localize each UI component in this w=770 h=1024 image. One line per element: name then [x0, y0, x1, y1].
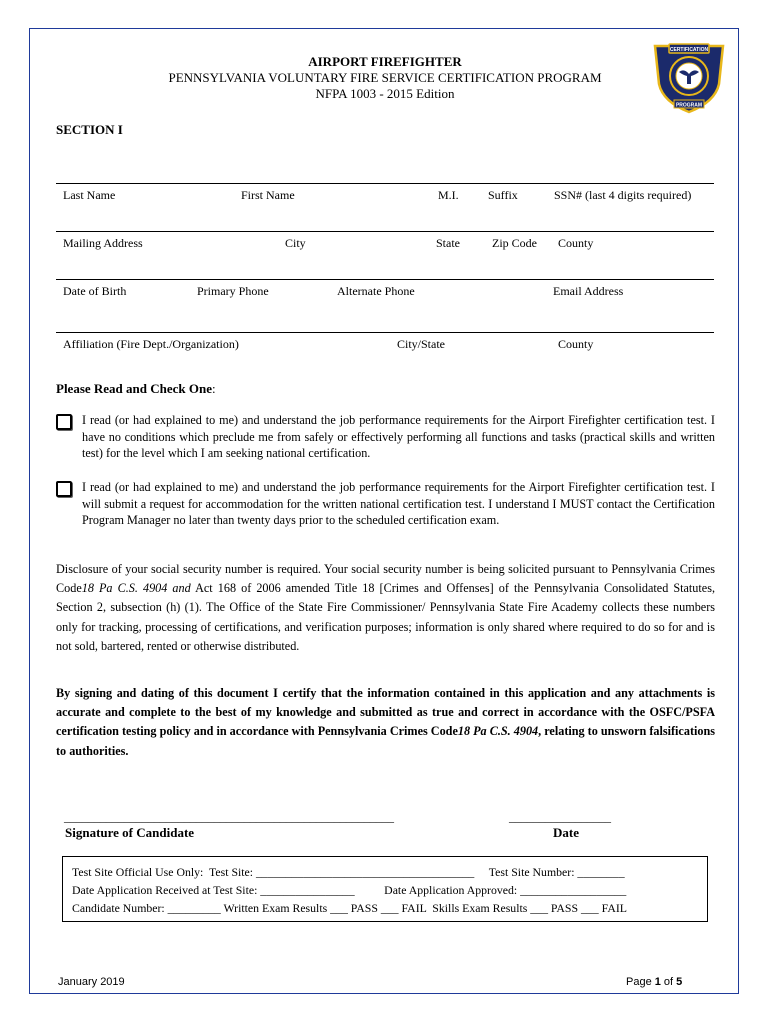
label-last-name: Last Name — [63, 188, 116, 202]
program-name: PENNSYLVANIA VOLUNTARY FIRE SERVICE CERTIFICATION PROGRAM — [168, 70, 602, 85]
check-prompt-bold: Please Read and Check One — [56, 381, 212, 396]
ssn-disclosure — [56, 560, 715, 656]
label-middle-initial: M.I. — [438, 188, 459, 202]
label-primary-phone: Primary Phone — [197, 284, 269, 298]
label-first-name: First Name — [241, 188, 295, 202]
label-alternate-phone: Alternate Phone — [337, 284, 415, 298]
label-affiliation-county: County — [558, 337, 594, 351]
page-of: of — [660, 976, 677, 988]
label-city: City — [285, 236, 306, 250]
label-email-address: Email Address — [553, 284, 624, 298]
check-prompt — [56, 381, 216, 397]
label-mailing-address: Mailing Address — [63, 236, 143, 250]
page-current: 1 — [654, 976, 661, 988]
form-title: AIRPORT FIREFIGHTER — [308, 54, 462, 69]
page-total: 5 — [676, 976, 683, 988]
seal-bottom-text: PROGRAM — [675, 102, 703, 109]
certification-statement — [56, 684, 715, 761]
date-label: Date — [553, 825, 579, 840]
label-ssn: SSN# (last 4 digits required) — [554, 188, 692, 202]
official-use-box — [62, 856, 708, 922]
check-prompt-colon: : — [212, 381, 216, 396]
footer-date: January 2019 — [58, 976, 125, 988]
certify-text-2: , relating to unsworn falsifications to authorities. — [56, 724, 715, 758]
disclosure-citation: 18 Pa C.S. 4904 and — [81, 581, 191, 596]
official-use-line-1: Test Site Official Use Only: Test Site: _____________________________________ Test Site Number: ________ — [72, 865, 625, 879]
label-city-state: City/State — [397, 337, 445, 351]
label-affiliation: Affiliation (Fire Dept./Organization) — [63, 337, 239, 351]
signature-line[interactable]: _______________________________________________________ — [64, 810, 394, 824]
field-rule — [56, 332, 714, 333]
field-rule — [56, 231, 714, 232]
signature-label: Signature of Candidate — [65, 825, 195, 840]
label-county: County — [558, 236, 594, 250]
seal-top-text: CERTIFICATION — [669, 47, 709, 53]
page-number — [626, 976, 682, 988]
official-use-line-2: Date Application Received at Test Site: ________________ Date Application Approved: __________________ — [72, 883, 627, 897]
certify-citation: 18 Pa C.S. 4904 — [457, 724, 539, 739]
option-1-checkbox[interactable] — [56, 414, 72, 430]
disclosure-text-1: Disclosure of your social security number is required. Your social security number is being solicited pursuant to Pennsylvania Crimes Code — [56, 562, 715, 596]
option-2-checkbox[interactable] — [56, 481, 72, 497]
option-1-text: I read (or had explained to me) and understand the job performance requirements for the Airport Firefighter certification test. I have no conditions which preclude me from safely or effectively performing all functions and tasks (practical skills and written test) for the level which I am seeking national certification. — [82, 413, 715, 461]
certify-text-1: By signing and dating of this document I certify that the information contained in this application and any attachments is accurate and complete to the best of my knowledge and submitted as true and correct in accordance with the OSFC/PSFA certification testing policy and in accordance with Pennsylvania Crimes Code — [56, 686, 715, 739]
page-prefix: Page — [626, 976, 655, 988]
option-2-text: I read (or had explained to me) and understand the job performance requirements for the Airport Firefighter certification test. I will submit a request for accommodation for the written national certification test. I understand I MUST contact the Certification Program Manager no later than twenty days prior to the scheduled certification exam. — [82, 480, 715, 528]
field-rule — [56, 279, 714, 280]
edition: NFPA 1003 - 2015 Edition — [315, 86, 455, 101]
label-zip-code: Zip Code — [492, 236, 537, 250]
disclosure-text-2: Act 168 of 2006 amended Title 18 [Crimes and Offenses] of the Pennsylvania Consolidated Statutes, Section 2, subsection (h) (1). The Office of the State Fire Commissioner/ Pennsylvania State Fire Academy collects these numbers only for tracking, processing of certifications, and verification purposes; information is only shared where required to do so for and is not sold, bartered, rented or otherwise distributed. — [56, 581, 715, 653]
label-suffix: Suffix — [488, 188, 518, 202]
label-state: State — [436, 236, 460, 250]
label-date-of-birth: Date of Birth — [63, 284, 127, 298]
date-line[interactable]: _________________ — [509, 810, 611, 824]
field-rule — [56, 183, 714, 184]
section-title: SECTION I — [56, 122, 123, 137]
official-use-line-3: Candidate Number: _________ Written Exam Results ___ PASS ___ FAIL Skills Exam Results ___ PASS ___ FAIL — [72, 901, 627, 915]
certification-seal — [649, 38, 729, 114]
